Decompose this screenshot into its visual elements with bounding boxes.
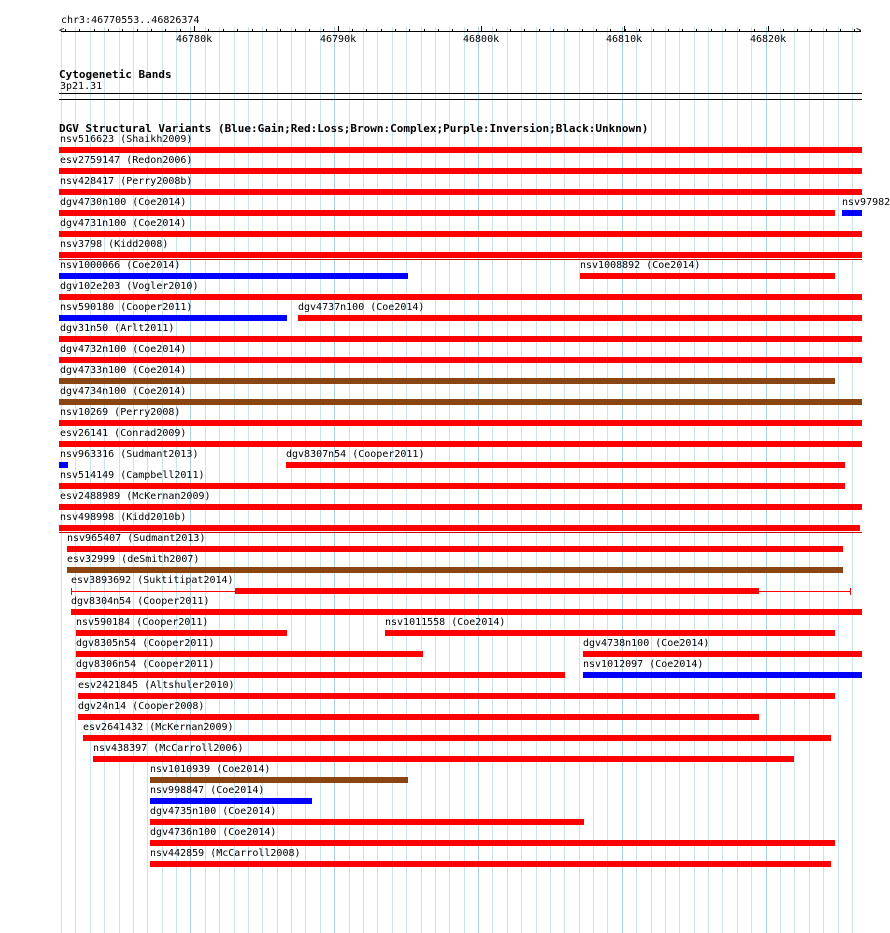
ruler-minor-tick [151,29,152,32]
ruler-minor-tick [496,29,497,32]
ruler-tick-label: 46800k [463,34,500,45]
variant-bar[interactable] [298,315,862,321]
variant-bar[interactable] [83,735,831,741]
ruler-minor-tick [567,29,568,32]
variant-label[interactable]: nsv3798 (Kidd2008) [60,239,169,250]
variant-bar[interactable] [76,630,287,636]
variant-bar[interactable] [59,378,835,384]
ruler-minor-tick [481,29,482,32]
grid-line [636,27,637,933]
ruler-minor-tick [596,29,597,32]
variant-label[interactable]: dgv4738n100 (Coe2014) [583,638,710,649]
ruler-minor-tick [295,29,296,32]
variant-bar[interactable] [583,651,862,657]
ruler-minor-tick [366,29,367,32]
variant-bar[interactable] [78,693,835,699]
variant-label[interactable]: nsv590184 (Cooper2011) [76,617,209,628]
grid-line [708,27,709,933]
ruler-minor-tick [122,29,123,32]
variant-label[interactable]: nsv438397 (McCarroll2006) [93,743,244,754]
variant-bar[interactable] [286,462,845,468]
grid-line [320,27,321,933]
ruler-minor-tick [352,29,353,32]
variant-bar[interactable] [59,336,862,342]
ruler-minor-tick [854,29,855,32]
variant-label[interactable]: dgv8305n54 (Cooper2011) [76,638,215,649]
cytoband-band-top [59,93,862,94]
ruler-minor-tick [625,29,626,32]
variant-bar[interactable] [76,651,423,657]
ruler-minor-tick [409,29,410,32]
ruler-minor-tick [208,29,209,32]
grid-line [651,27,652,933]
ruler-minor-tick [194,29,195,32]
variant-label[interactable]: esv2641432 (McKernan2009) [83,722,234,733]
grid-line [492,27,493,933]
variant-label[interactable]: nsv590180 (Cooper2011) [60,302,193,313]
ruler-axis [61,31,861,32]
ruler-minor-tick [524,29,525,32]
variant-label[interactable]: nsv516623 (Shaikh2009) [60,134,193,145]
ruler-tick-label: 46820k [750,34,787,45]
ruler-minor-tick [108,29,109,32]
ruler-minor-tick [180,29,181,32]
ruler-minor-tick [539,29,540,32]
ruler-tick-label: 46780k [176,34,213,45]
variant-bar[interactable] [150,819,584,825]
variant-bar[interactable] [583,672,862,678]
variant-bar[interactable] [59,420,862,426]
variant-bar[interactable] [59,357,862,363]
ruler-minor-tick [783,29,784,32]
variant-bar[interactable] [59,504,862,510]
variant-label[interactable]: nsv1010939 (Coe2014) [150,764,271,775]
ruler-minor-tick [811,29,812,32]
ruler-minor-tick [739,29,740,32]
variant-bar[interactable] [385,630,835,636]
variant-label[interactable]: esv26141 (Conrad2009) [60,428,187,439]
ruler-minor-tick [424,29,425,32]
variant-bar[interactable] [67,546,843,552]
ruler-tick-label: 46810k [606,34,643,45]
ruler-minor-tick [711,29,712,32]
variant-label[interactable]: nsv1011558 (Coe2014) [385,617,506,628]
variant-bar[interactable] [59,441,862,447]
variant-label[interactable]: dgv8304n54 (Cooper2011) [71,596,210,607]
ruler-minor-tick [653,29,654,32]
variant-label[interactable]: dgv4733n100 (Coe2014) [60,365,187,376]
ruler-minor-tick [467,29,468,32]
ruler-minor-tick [165,29,166,32]
cytoband-band-bottom [59,99,862,100]
grid-line [536,27,537,933]
variant-label[interactable]: nsv1000066 (Coe2014) [60,260,181,271]
ruler-minor-tick [309,29,310,32]
grid-line [766,27,767,933]
variant-label[interactable]: dgv31n50 (Arlt2011) [60,323,175,334]
grid-line [334,27,335,933]
variant-bar[interactable] [71,609,862,615]
variant-label[interactable]: nsv498998 (Kidd2010b) [60,512,187,523]
ruler-minor-tick [280,29,281,32]
ruler-minor-tick [840,29,841,32]
variant-label[interactable]: dgv4731n100 (Coe2014) [60,218,187,229]
ruler-minor-tick [668,29,669,32]
dgv-track-title: DGV Structural Variants (Blue:Gain;Red:Loss;Brown:Complex;Purple:Inversion;Black:Unknown) [59,122,649,135]
variant-bar[interactable] [59,210,835,216]
grid-line [421,27,422,933]
variant-label[interactable]: esv2488989 (McKernan2009) [60,491,211,502]
variant-label[interactable]: dgv8306n54 (Cooper2011) [76,659,215,670]
variant-label[interactable]: esv32999 (deSmith2007) [67,554,200,565]
ruler-minor-tick [266,29,267,32]
grid-line [694,27,695,933]
variant-bar[interactable] [59,483,845,489]
ruler-minor-tick [826,29,827,32]
grid-line [550,27,551,933]
grid-line [838,27,839,933]
variant-bar[interactable] [59,231,862,237]
variant-bar[interactable] [150,798,312,804]
variant-bar[interactable] [59,189,862,195]
variant-bar[interactable] [59,462,68,468]
ruler-minor-tick [452,29,453,32]
variant-label[interactable]: dgv4730n100 (Coe2014) [60,197,187,208]
variant-bar[interactable] [150,840,835,846]
variant-bar[interactable] [59,168,862,174]
ruler-minor-tick [510,29,511,32]
cytoband-label: 3p21.31 [60,81,103,92]
ruler-minor-tick [323,29,324,32]
ruler-minor-tick [639,29,640,32]
variant-label[interactable]: dgv4732n100 (Coe2014) [60,344,187,355]
variant-label[interactable]: nsv428417 (Perry2008b) [60,176,193,187]
ruler-minor-tick [65,29,66,32]
ruler-minor-tick [768,29,769,32]
ruler-minor-tick [223,29,224,32]
variant-bar[interactable] [76,672,565,678]
ruler-minor-tick [252,29,253,32]
grid-line [349,27,350,933]
ruler-minor-tick [754,29,755,32]
ruler-minor-tick [438,29,439,32]
ruler-minor-tick [725,29,726,32]
variant-bar[interactable] [59,273,408,279]
variant-label[interactable]: dgv102e203 (Vogler2010) [60,281,199,292]
variant-bar[interactable] [842,210,862,216]
ruler-right-arrow: > [856,26,862,36]
grid-line [607,27,608,933]
grid-line [377,27,378,933]
variant-bar[interactable] [93,756,794,762]
variant-label[interactable]: dgv24n14 (Cooper2008) [78,701,205,712]
grid-line [737,27,738,933]
variant-extension-line [759,591,850,592]
location-label: chr3:46770553..46826374 [61,15,200,26]
variant-label[interactable]: nsv1008892 (Coe2014) [580,260,701,271]
grid-line [406,27,407,933]
variant-bar[interactable] [59,147,862,153]
grid-line [521,27,522,933]
cytoband-track-title: Cytogenetic Bands [59,68,172,81]
variant-label[interactable]: esv3893692 (Suktitipat2014) [71,575,234,586]
grid-line [751,27,752,933]
variant-label[interactable]: dgv4734n100 (Coe2014) [60,386,187,397]
grid-line [794,27,795,933]
grid-line [622,27,623,933]
variant-label[interactable]: nsv1012097 (Coe2014) [583,659,704,670]
variant-bar[interactable] [150,861,831,867]
variant-bar[interactable] [580,273,835,279]
variant-end-cap [850,588,851,595]
variant-bar[interactable] [67,567,843,573]
grid-line [852,27,853,933]
variant-label[interactable]: nsv442859 (McCarroll2008) [150,848,301,859]
grid-line [464,27,465,933]
grid-line [392,27,393,933]
grid-line [363,27,364,933]
grid-line [809,27,810,933]
ruler-minor-tick [338,29,339,32]
ruler-minor-tick [553,29,554,32]
grid-line [579,27,580,933]
variant-bar[interactable] [59,315,287,321]
ruler-minor-tick [610,29,611,32]
variant-label[interactable]: esv2759147 (Redon2006) [60,155,193,166]
ruler-minor-tick [696,29,697,32]
ruler-minor-tick [94,29,95,32]
variant-label[interactable]: nsv514149 (Campbell2011) [60,470,205,481]
ruler-minor-tick [79,29,80,32]
ruler-minor-tick [797,29,798,32]
ruler-tick-label: 46790k [320,34,357,45]
variant-bar[interactable] [59,525,860,531]
variant-bar[interactable] [150,777,408,783]
grid-line [722,27,723,933]
grid-line [449,27,450,933]
variant-bar[interactable] [59,399,862,405]
ruler-minor-tick [237,29,238,32]
variant-label[interactable]: nsv963316 (Sudmant2013) [60,449,199,460]
variant-bar[interactable] [59,294,862,300]
variant-label[interactable]: nsv965407 (Sudmant2013) [67,533,206,544]
ruler-minor-tick [395,29,396,32]
variant-bar[interactable] [78,714,759,720]
grid-line [478,27,479,933]
variant-label[interactable]: dgv4735n100 (Coe2014) [150,806,277,817]
variant-end-cap [71,588,72,595]
variant-bar[interactable] [235,588,759,594]
variant-label[interactable]: dgv4736n100 (Coe2014) [150,827,277,838]
ruler-left-arrow: < [59,26,65,36]
variant-label[interactable]: dgv4737n100 (Coe2014) [298,302,425,313]
variant-extension-line [71,591,235,592]
ruler-minor-tick [582,29,583,32]
variant-label[interactable]: nsv97982 [842,197,890,208]
grid-line [780,27,781,933]
variant-label[interactable]: dgv8307n54 (Cooper2011) [286,449,425,460]
variant-label[interactable]: nsv10269 (Perry2008) [60,407,181,418]
ruler-minor-tick [682,29,683,32]
grid-line [507,27,508,933]
variant-label[interactable]: nsv998847 (Coe2014) [150,785,265,796]
grid-line [564,27,565,933]
grid-line [679,27,680,933]
variant-bar[interactable] [59,252,862,258]
variant-label[interactable]: esv2421845 (Altshuler2010) [78,680,235,691]
grid-line [593,27,594,933]
ruler-minor-tick [137,29,138,32]
grid-line [435,27,436,933]
ruler-minor-tick [381,29,382,32]
grid-line [665,27,666,933]
grid-line [823,27,824,933]
